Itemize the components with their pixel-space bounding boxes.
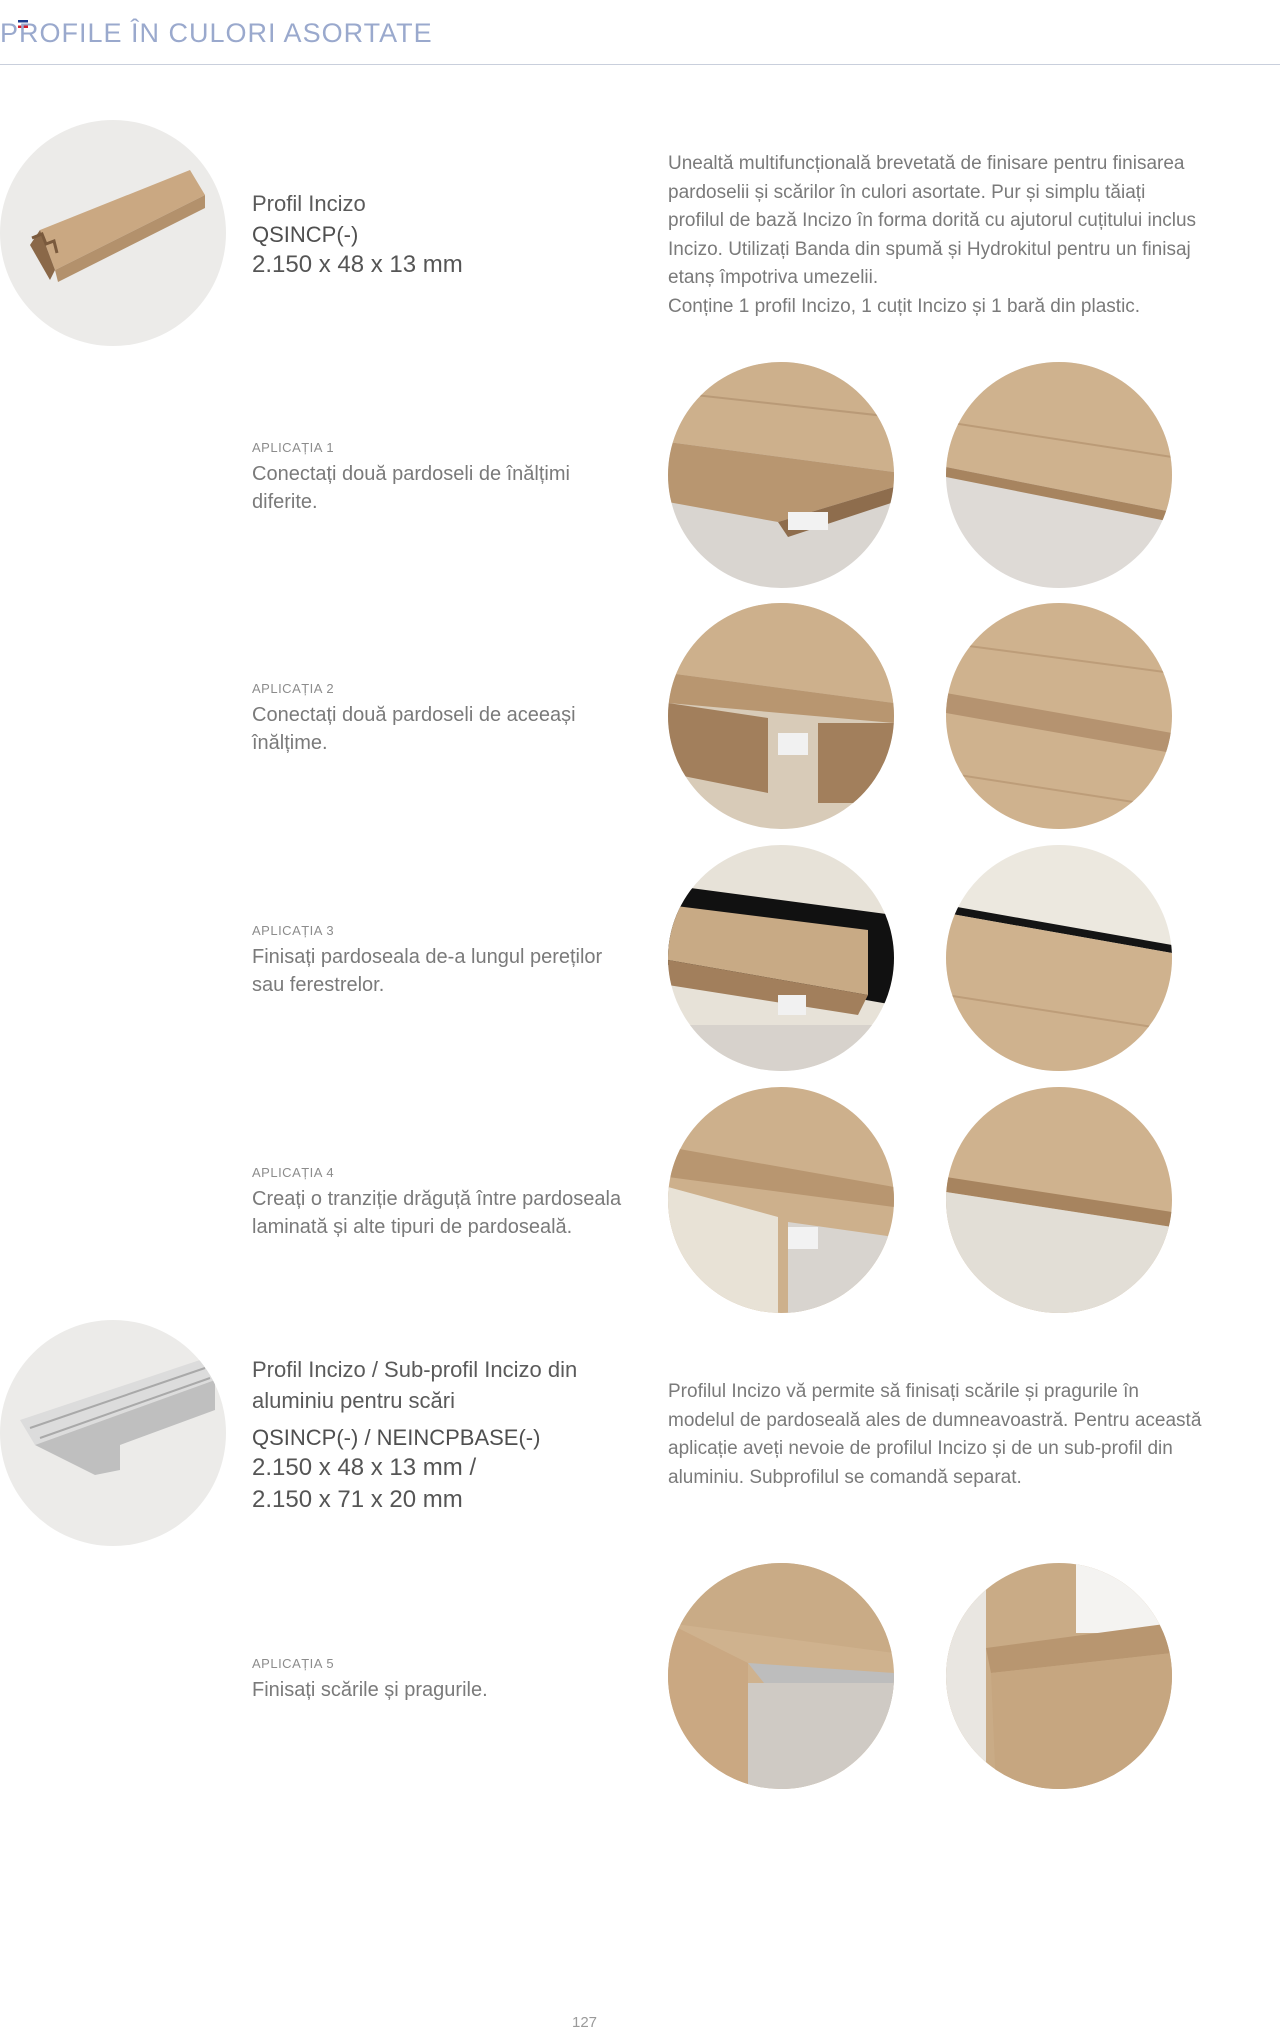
application-5-photo-a [668,1563,894,1789]
incizo-aluminium-subprofile-photo [0,1320,226,1546]
application-2-label: APLICAȚIA 2 [252,681,335,696]
page-title: PROFILE ÎN CULORI ASORTATE [0,18,433,48]
application-5-photo-b [946,1563,1172,1789]
product-2-name: Profil Incizo / Sub-profil Incizo din aluminiu pentru scări [252,1357,578,1413]
application-4-photo-b [946,1087,1172,1313]
application-3-photo-a [668,845,894,1071]
application-5-label: APLICAȚIA 5 [252,1656,335,1671]
application-3-photo-b [946,845,1172,1071]
application-2-photo-a [668,603,894,829]
application-1-photo-b [946,362,1172,588]
page-header [0,0,1280,65]
application-4-photo-a [668,1087,894,1313]
product-2-size: 2.150 x 48 x 13 mm / 2.150 x 71 x 20 mm [252,1454,477,1513]
application-2-text: Conectați două pardoseli de aceeași înălțime. [252,704,576,754]
application-3-text: Finisați pardoseala de-a lungul pereților sau ferestrelor. [252,946,603,996]
product-description: Unealtă multifuncțională brevetată de finisare pentru finisarea pardoselii și scărilor în culori asortate. Pur și simplu tăiați profilul de bază Incizo în forma dorită cu ajutorul cuțitului inclus Incizo. Utilizați Banda din spumă și Hydrokitul pentru un finisaj etanș împotriva umezelii. Conține 1 profil Incizo, 1 cuțit Incizo și 1 bară din plastic. [668,153,1197,317]
application-4-label: APLICAȚIA 4 [252,1165,335,1180]
product-code: QSINCP(-) [252,222,359,247]
product-size: 2.150 x 48 x 13 mm [252,251,463,278]
application-2-photo-b [946,603,1172,829]
application-1-photo-a [668,362,894,588]
application-1-text: Conectați două pardoseli de înălțimi diferite. [252,463,570,513]
application-1-label: APLICAȚIA 1 [252,440,335,455]
application-5-text: Finisați scările și pragurile. [252,1679,488,1701]
product-2-code: QSINCP(-) / NEINCPBASE(-) [252,1425,541,1450]
product-name: Profil Incizo [252,191,366,216]
application-4-text: Creați o tranziție drăguță între pardoseala laminată și alte tipuri de pardoseală. [252,1188,622,1238]
incizo-profile-photo [0,120,226,346]
page-number: 127 [572,2014,598,2031]
application-3-label: APLICAȚIA 3 [252,923,335,938]
product-2-description: Profilul Incizo vă permite să finisați scările și pragurile în modelul de pardoseală ales de dumneavoastră. Pentru această aplicație aveți nevoie de profilul Incizo și de un sub-profil din aluminiu. Subprofilul se comandă separat. [668,1381,1202,1488]
